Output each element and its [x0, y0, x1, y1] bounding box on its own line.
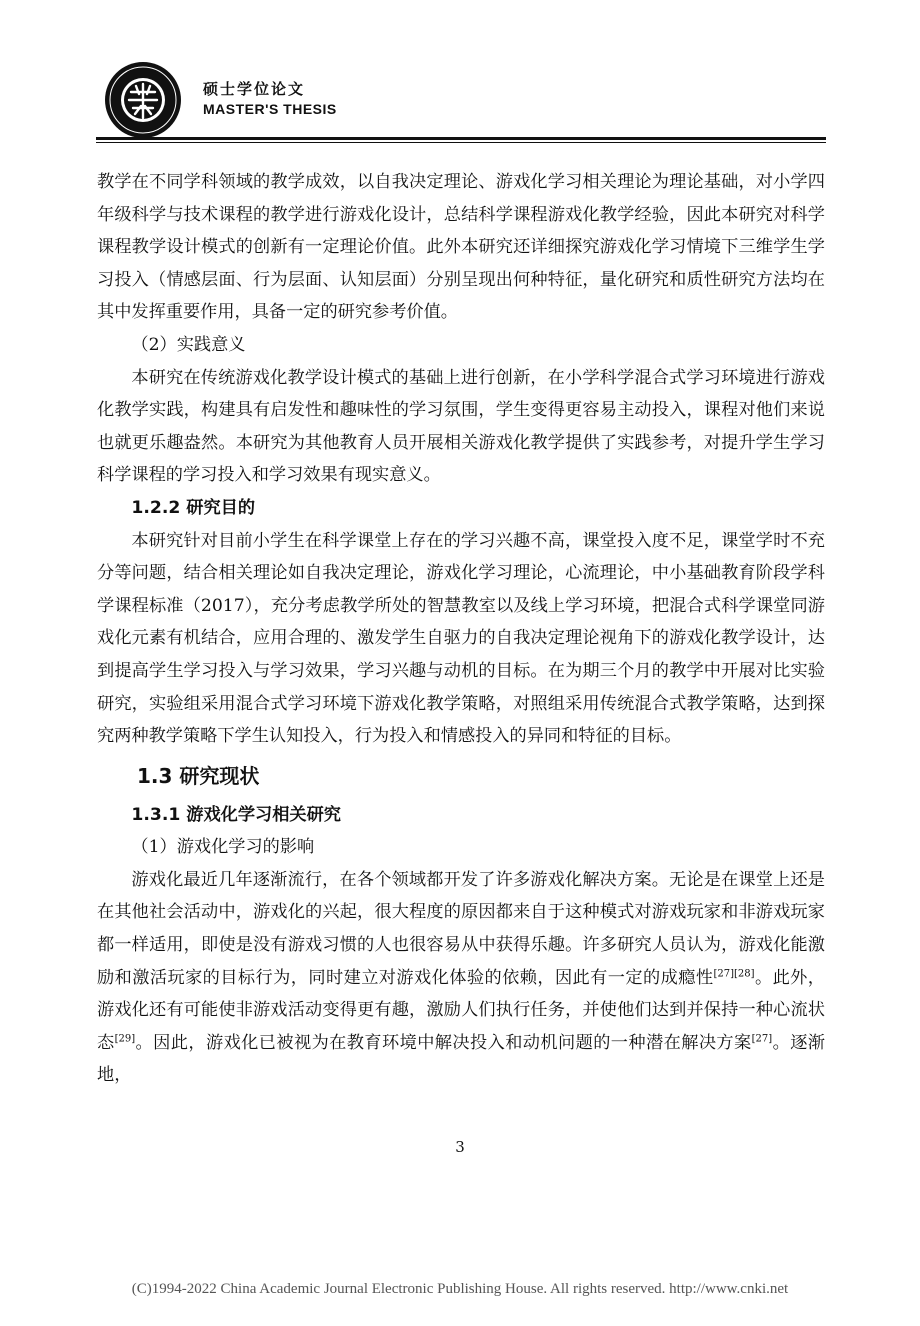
citation: [27][28] [713, 967, 755, 979]
citation: [27] [751, 1033, 773, 1045]
paragraph-gamification-influence [97, 864, 825, 1092]
paragraph-research-purpose: 本研究针对目前小学生在科学课堂上存在的学习兴趣不高，课堂投入度不足，课堂学时不充分等问题，结合相关理论如自我决定理论，游戏化学习理论，心流理论，中小基础教育阶段学科学课程标准（2017），充分考虑教学所处的智慧教室以及线上学习环境，把混合式科学课堂同游戏化元素有机结合，应用合理的、激发学生自驱力的自我决定理论视角下的游戏化教学设计，达到提高学生学习投入与学习效果，学习兴趣与动机的目标。在为期三个月的教学中开展对比实验研究，实验组采用混合式学习环境下游戏化教学策略，对照组采用传统混合式教学策略，达到探究两种教学策略下学生认知投入，行为投入和情感投入的异同和特征的目标。 [97, 530, 825, 747]
page-body [97, 166, 825, 1092]
header-rule-thin [96, 142, 826, 143]
section-heading-1-3: 1.3 研究现状 [137, 763, 260, 788]
subheading-gamification-influence: （1）游戏化学习的影响 [131, 837, 315, 858]
section-heading-1-3-1: 1.3.1 游戏化学习相关研究 [131, 804, 341, 825]
paragraph-practical-significance: 本研究在传统游戏化教学设计模式的基础上进行创新，在小学科学混合式学习环境进行游戏化教学实践，构建具有启发性和趣味性的学习氛围，学生变得更容易主动投入，课程对他们来说也就更乐趣盎然。本研究为其他教育人员开展相关游戏化教学提供了实践参考，对提升学生学习科学课程的学习投入和学习效果有现实意义。 [97, 367, 825, 486]
page-header [103, 60, 823, 140]
citation: [29] [114, 1033, 136, 1045]
subheading-practical-significance: （2）实践意义 [131, 334, 246, 355]
text-segment: 。因此，游戏化已被视为在教育环境中解决投入和动机问题的一种潜在解决方案 [135, 1032, 752, 1053]
section-heading-1-2-2: 1.2.2 研究目的 [131, 497, 256, 518]
header-rule-thick [96, 137, 826, 140]
page-number: 3 [455, 1138, 465, 1156]
text-segment: 游戏化最近几年逐渐流行，在各个领域都开发了许多游戏化解决方案。无论是在课堂上还是在其他社会活动中，游戏化的兴起，很大程度的原因都来自于这种模式对游戏玩家和非游戏玩家都一样适用，即使是没有游戏习惯的人也很容易从中获得乐趣。许多研究人员认为，游戏化能激励和激活玩家的目标行为，同时建立对游戏化体验的依赖，因此有一定的成瘾性 [97, 869, 825, 988]
thesis-title-cn: 硕士学位论文 [203, 80, 306, 98]
text-segment: 。此外，游戏化还有可能使非游戏活动变得更有趣，激励人们执行任务，并使他们达到并保持一种心流状态 [97, 967, 825, 1053]
copyright-footer: (C)1994-2022 China Academic Journal Electronic Publishing House. All rights reserved. http://www.cnki.net [131, 1281, 789, 1297]
paragraph-continued: 教学在不同学科领域的教学成效，以自我决定理论、游戏化学习相关理论为理论基础，对小学四年级科学与技术课程的教学进行游戏化设计，总结科学课程游戏化教学经验，因此本研究对科学课程教学设计模式的创新有一定理论价值。此外本研究还详细探究游戏化学习情境下三维学生学习投入（情感层面、行为层面、认知层面）分别呈现出何种特征，量化研究和质性研究方法均在其中发挥重要作用，具备一定的研究参考价值。 [97, 172, 825, 323]
thesis-title-en: MASTER'S THESIS [203, 101, 337, 117]
text-segment: 。逐渐地， [97, 1032, 825, 1086]
university-seal-icon [103, 60, 183, 140]
